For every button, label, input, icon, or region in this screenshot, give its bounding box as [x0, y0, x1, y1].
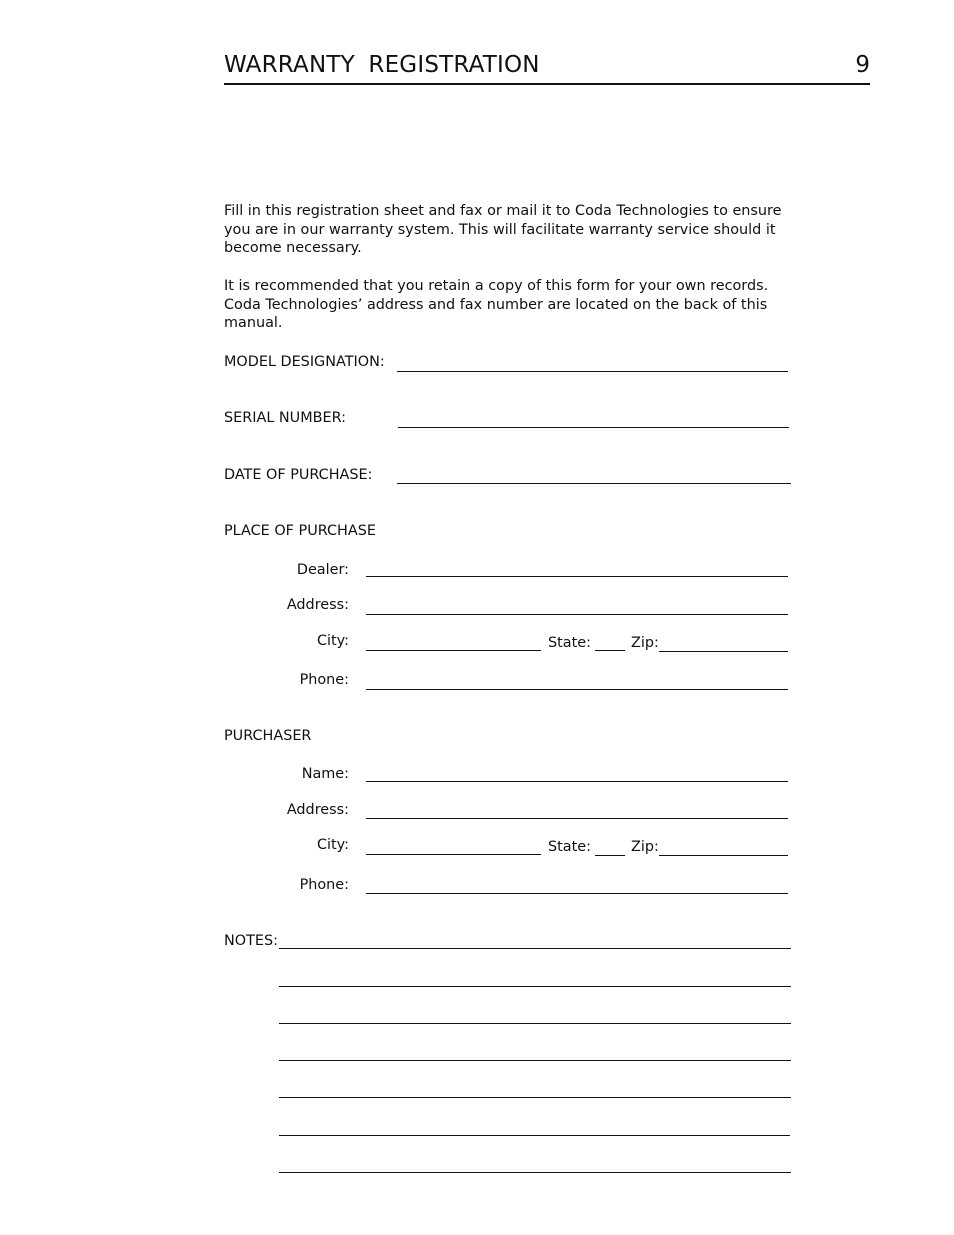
purchaser-city-field[interactable] — [366, 854, 541, 855]
place-zip-label: Zip: — [631, 635, 659, 651]
notes-line[interactable] — [279, 1172, 791, 1173]
notes-label: NOTES: — [224, 933, 278, 949]
serial-number-label: SERIAL NUMBER: — [224, 410, 346, 426]
place-address-label: Address: — [286, 597, 349, 613]
purchaser-heading: PURCHASER — [224, 728, 312, 744]
purchaser-name-field[interactable] — [366, 781, 788, 782]
place-of-purchase-heading: PLACE OF PURCHASE — [224, 523, 376, 539]
notes-line[interactable] — [279, 1060, 791, 1061]
purchaser-state-field[interactable] — [595, 855, 625, 856]
serial-number-field[interactable] — [398, 427, 789, 428]
purchaser-state-label: State: — [548, 839, 591, 855]
date-of-purchase-label: DATE OF PURCHASE: — [224, 467, 373, 483]
model-designation-field[interactable] — [397, 371, 788, 372]
purchaser-name-label: Name: — [301, 766, 349, 782]
place-phone-label: Phone: — [299, 672, 349, 688]
page-title: WARRANTY REGISTRATION — [224, 52, 540, 78]
dealer-field[interactable] — [366, 576, 788, 577]
purchaser-zip-label: Zip: — [631, 839, 659, 855]
header-rule — [224, 83, 870, 85]
purchaser-phone-field[interactable] — [366, 893, 788, 894]
place-state-field[interactable] — [595, 650, 625, 651]
notes-line[interactable] — [279, 986, 791, 987]
purchaser-phone-label: Phone: — [299, 877, 349, 893]
notes-line[interactable] — [279, 1135, 790, 1136]
notes-line[interactable] — [279, 1023, 791, 1024]
notes-line[interactable] — [279, 948, 791, 949]
purchaser-address-label: Address: — [286, 802, 349, 818]
page-number: 9 — [855, 52, 870, 78]
date-of-purchase-field[interactable] — [397, 483, 791, 484]
notes-line[interactable] — [279, 1097, 791, 1098]
place-phone-field[interactable] — [366, 689, 788, 690]
intro-paragraph-2: It is recommended that you retain a copy of this form for your own records. Coda Technologies’ address and fax number are located on the back of this manual. — [224, 278, 769, 332]
place-city-field[interactable] — [366, 650, 541, 651]
dealer-label: Dealer: — [296, 562, 349, 578]
place-zip-field[interactable] — [659, 651, 788, 652]
place-state-label: State: — [548, 635, 591, 651]
purchaser-city-label: City: — [316, 837, 349, 853]
intro-paragraph-1: Fill in this registration sheet and fax or mail it to Coda Technologies to ensure you are in our warranty system. This will facilitate warranty service should it become necessary. — [224, 203, 782, 257]
place-city-label: City: — [316, 633, 349, 649]
purchaser-zip-field[interactable] — [659, 855, 788, 856]
place-address-field[interactable] — [366, 614, 788, 615]
purchaser-address-field[interactable] — [366, 818, 788, 819]
model-designation-label: MODEL DESIGNATION: — [224, 354, 385, 370]
